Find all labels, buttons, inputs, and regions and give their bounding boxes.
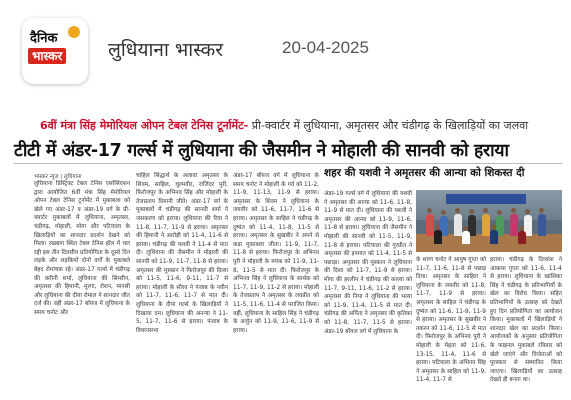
photo-head <box>441 210 446 215</box>
article-kicker <box>40 118 560 133</box>
dainik-bhaskar-logo <box>22 18 88 84</box>
photo-person <box>454 214 462 236</box>
article-column-2: चाहिल सिद्धार्थ के अलावा अमृतसर के शिवम, साहिल, चुल्मवीर, राजिंदर पुरी, फिरोजपुर के अभिनव सिंह और मोहाली के तेजप्रताप विमानी जीते। अंडर-17 वर्ग के मुकाबलों में चंडीगढ़ की सानवी शर्मा ने जसकरण को हराया। लुधियाना की रिया ने 11-8, 11-7, 11-9 से हराया। अमृतसर की हिमानी ने आरोही को 11-4, 11-6 से हराया। चंडीगढ़ की यशवी ने 11-4 से मात दी। लुधियाना की जैसमीन ने मोहाली की सानवी को 11-9, 11-7, 11-8 से हराया। अमृतसर की मुस्कान ने फिरोजपुर की दिव्या को 11-5, 11-6, 9-11, 11-7 से हराया। मोहाली के सौरव ने पंजाब के नवीन को 11-7, 11-6, 11-7 से मात दी। लुधियाना के दीपा गर्ल्स के खिलाड़ियों ने दिखाया दम। लुधियाना की अनन्या ने 11-5, 11-7, 11-6 से हराया। पंजाब के विधानसभा <box>136 173 228 334</box>
photo-head <box>427 208 432 213</box>
photo-person <box>426 214 434 236</box>
photo-person <box>482 214 490 236</box>
photo-banner <box>446 194 526 204</box>
headline-divider <box>14 163 562 164</box>
photo-head <box>491 225 496 230</box>
photo-person <box>538 214 546 236</box>
team-photo <box>416 190 562 252</box>
photo-head <box>435 225 440 230</box>
photo-person <box>510 214 518 236</box>
article-byline: भास्कर न्यूज | लुधियाना <box>34 174 82 180</box>
photo-person <box>518 231 526 244</box>
logo-bottom-text: भास्कर <box>28 48 66 64</box>
article-headline: टीटी में अंडर-17 गर्ल्स में लुधियाना की जैसमीन ने मोहाली की सानवी को हराया <box>14 141 509 161</box>
photo-head <box>463 226 468 231</box>
photo-head <box>455 208 460 213</box>
photo-head <box>469 209 474 214</box>
logo-top-text: दैनिक <box>30 31 58 46</box>
publication-title: लुधियाना भास्कर <box>108 39 223 61</box>
article-column-1: लुधियाना डिस्ट्रिक्ट टेबल टेनिस एसोसिएशन द्वारा आयोजित 6वीं मंत्रा सिंह मेमोरियल ओपन टेबल टेनिस टूर्नामेंट में मुकाबला को खेले गए अंडर-17 व अंडर-19 वर्ग के प्री-क्वार्टर मुकाबलों में लुधियाना, अमृतसर, चंडीगढ़, मोहाली, मोगा और पटियाला के खिलाड़ियों का शानदार प्रदर्शन देखने को मिला। रखबाग स्थित टेबल टेनिस हॉल में चल रही इस तीन दिवसीय प्रतियोगिता के दूसरे दिन लड़के और लड़कियों दोनों वर्गों के मुकाबले बेहद रोमांचक रहे। अंडर-17 गर्ल्स में चंडीगढ़ की करीनी शर्मा, लुधियाना की सिमरीन, अमृतसर की हिमानी, मुरगा, रोशन, मानसी और लुधियाना की दीया रोमाल ने शानदार जीत दर्ज की। वहीं अंडर-17 बॉयज में लुधियाना के समय चनोट और <box>34 181 130 316</box>
page-header <box>0 0 571 104</box>
photo-head <box>483 208 488 213</box>
photo-person <box>490 230 498 244</box>
photo-head <box>525 209 530 214</box>
article-column-6: हराया। चंडीगढ़ के दिव्यांश ने आकाश गुप्ता को 11-6, 11-4 से हराया। लुधियाना के खांशिका सिंह ने चंडीगढ़ के प्रतिभागियों के खेल का विरोध किया। सहित प्रतिभागियों के उत्साह को देखते हुए दिन प्रतियोगिता का आयोजन किया। मुकाबलों में खिलाड़ियों ने शानदार खेल का प्रदर्शन किया। आयोजकों के अनुसार प्रतियोगिता के फाइनल मुकाबले रविवार को खेले जाएंगे और विजेताओं को पुरस्कार से सम्मानित किया जाएगा। खिलाड़ियों का उत्साह देखते ही बनता था। <box>490 257 562 384</box>
photo-head <box>497 210 502 215</box>
photo-head <box>519 226 524 231</box>
sub-headline: शहर की यशवी ने अमृतसर की आन्या को शिकस्त दी <box>324 167 525 179</box>
photo-person <box>434 230 442 244</box>
article-column-5: के शरण चनोट ने आयुष गुप्ता को 11-7, 11-6, 11-8 से पछाड़ दिया। अमृतसर के साहिल ने लुधियाना के जयवीर को 11-8, 11-7, 11-9 से हराया। अमृतसर के साहिल ने चंडीगढ़ के दुष्यंत को 11-6, 11-9, 11-9 से हराया। अमृतसर के सुखबीर ने तकरन को 11-6, 11-5 से मात दी। फिरोजपुर के अभिनव पुरी ने मोहाली के मेहता को 11-6, 13-15, 11-4, 11-6 से हराया। पटियाला के अभिनव सिंह ने अमृतसर के साहिल को 11-9, 11-4, 11-7 से <box>416 257 486 384</box>
photo-head <box>511 208 516 213</box>
article-column-3: अंडर-17 बॉयज वर्ग में लुधियाना के समय चनोट ने मोहाली के गर्व को 11-2, 11-9, 11-13, 11-9 से हराया। अमृतसर के शिवम ने लुधियाना के जयवीर को 11-6, 11-7, 11-6 से हराया। अमृतसर के साहिल ने चंडीगढ़ के दुष्यंत को 11-4, 11-8, 11-5 से हराया। अमृतसर के सुखबीर ने अपने से कड़ा मुकाबला जीता। 11-9, 11-7, 11-8 से हराया। फिरोजपुर के अभिनव पुरी ने मोहाली के मयंक को 11-9, 11-8, 11-5 से मात दी। फिरोजपुर के अभिनव सिंह ने लुधियाना के सार्थक को 11-7, 11-9, 11-2 से हराया। मोहाली के तेजप्रताप ने अमृतसर के लवप्रीत को 11-5, 11-6, 11-4 से पराजित किया। वहीं, लुधियाना के साहिल सिंह ने चंडीगढ़ के अर्जुन को 11-9, 11-6, 11-9 से हराया। <box>233 173 319 334</box>
publication-date: 20-04-2025 <box>282 38 369 57</box>
kicker-event: 6वीं मंत्रा सिंह मेमोरियल ओपन टेबल टेनिस टूर्नामेंट- <box>40 119 249 132</box>
logo-sun-icon <box>68 26 80 38</box>
photo-person <box>462 231 470 244</box>
kicker-text: प्री-क्वार्टर में लुधियाना, अमृतसर और चंडीगढ़ के खिलाड़ियों का जलवा <box>251 119 529 132</box>
photo-head <box>539 208 544 213</box>
article-column-4: अंडर-19 गर्ल्स वर्ग में लुधियाना की यशवी ने अमृतसर की आन्या को 11-6, 11-8, 11-9 से मात दी। लुधियाना की यशवी ने अमृतसर की आन्या को 11-9, 11-6, 11-8 से हराया। लुधियाना की जैसमीन ने मोहाली की सानवी को 11-5, 11-9, 11-8 से हराया। पटियाला की गुरप्रीत ने अमृतसर की इनायत को 11-4, 11-5 से पछाड़ा। अमृतसर की मुस्कान ने लुधियाना की दिशा को 11-7, 11-9 से हराया। मोगा की हरलीन ने चंडीगढ़ की काव्या को 11-7, 9-11, 11-6, 11-2 से हराया। अमृतसर की निया ने लुधियाना की भव्या को 11-9, 11-4, 11-5 से मात दी। चंडीगढ़ की अर्पिता ने अमृतसर की कृतिका को 11-8, 11-7, 11-5 से हराया। अंडर-19 बॉयज वर्ग में लुधियाना के <box>324 191 412 335</box>
